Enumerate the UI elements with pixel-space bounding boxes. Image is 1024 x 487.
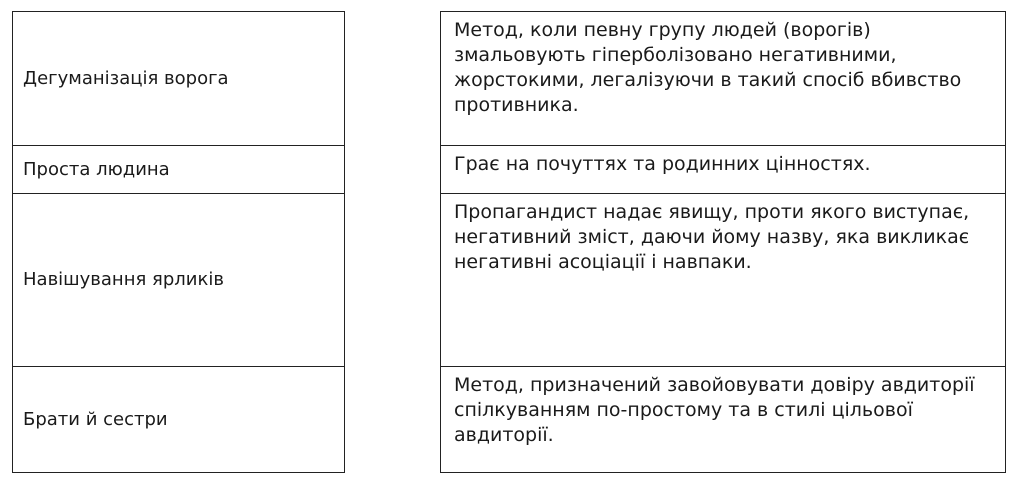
definition-cell: Метод, призначений завойовувати довіру авдиторії спілкуванням по-простому та в стилі цільової авдиторії. [441,367,1006,473]
definition-cell: Метод, коли певну групу людей (ворогів) змальовують гіперболізовано негативними, жорстокими, легалізуючи в такий спосіб вбивство противника. [441,12,1006,146]
definitions-table [440,11,1006,473]
term-row [13,367,345,473]
term-cell: Брати й сестри [13,367,345,473]
definition-row [441,194,1006,367]
definition-cell: Грає на почуттях та родинних цінностях. [441,146,1006,194]
term-row [13,12,345,146]
definition-row [441,367,1006,473]
definition-row [441,12,1006,146]
term-cell: Навішування ярликів [13,194,345,367]
term-row [13,194,345,367]
terms-table [12,11,345,473]
definition-cell: Пропагандист надає явищу, проти якого виступає, негативний зміст, даючи йому назву, яка викликає негативні асоціації і навпаки. [441,194,1006,367]
term-row [13,146,345,194]
term-cell: Проста людина [13,146,345,194]
term-cell: Дегуманізація ворога [13,12,345,146]
definition-row [441,146,1006,194]
